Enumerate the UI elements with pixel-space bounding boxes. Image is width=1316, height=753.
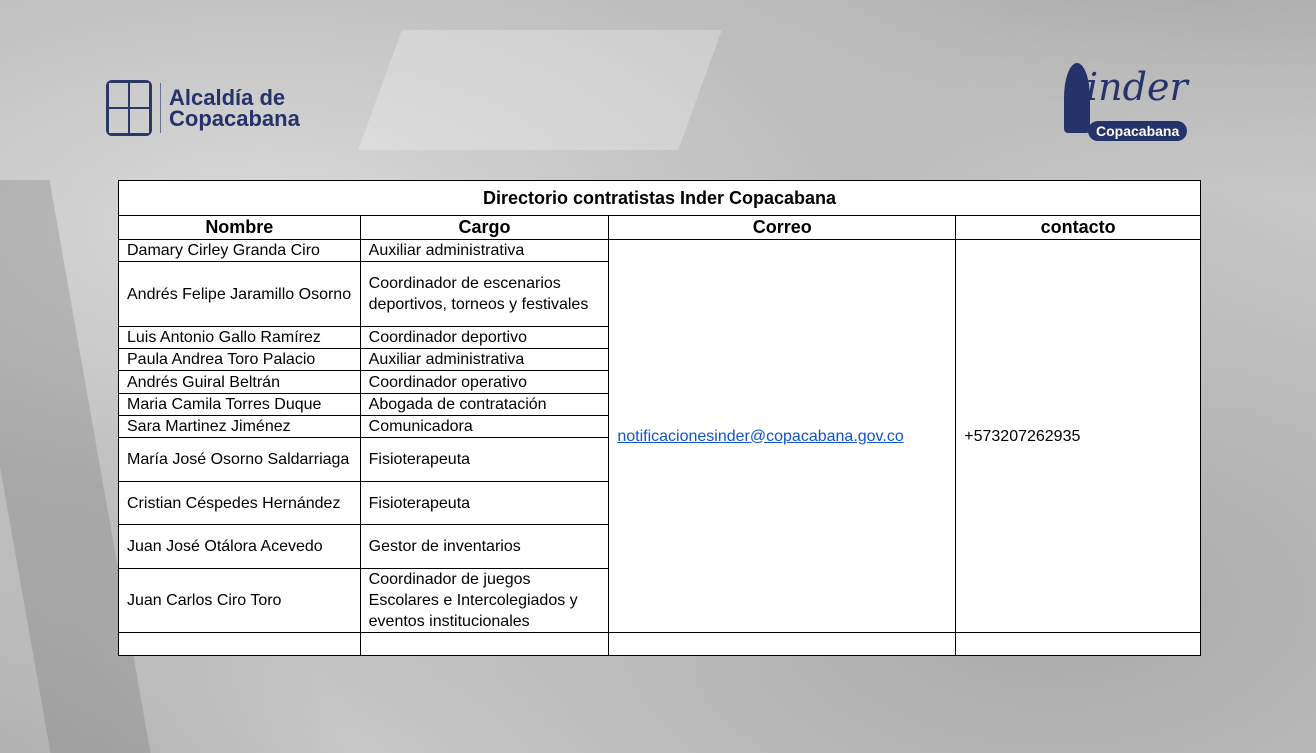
nombre-cell: Andrés Guiral Beltrán (119, 371, 361, 394)
nombre-cell: Andrés Felipe Jaramillo Osorno (119, 262, 361, 327)
email-link[interactable]: notificacionesinder@copacabana.gov.co (617, 427, 904, 445)
nombre-cell: María José Osorno Saldarriaga (119, 438, 361, 482)
col-cargo: Cargo (360, 216, 609, 240)
cargo-cell: Fisioterapeuta (360, 438, 609, 482)
nombre-cell: Paula Andrea Toro Palacio (119, 349, 361, 371)
table-row (119, 240, 1201, 262)
cargo-cell: Coordinador de juegos Escolares e Intercolegiados y eventos institucionales (360, 569, 609, 633)
nombre-cell: Juan José Otálora Acevedo (119, 525, 361, 569)
col-nombre: Nombre (119, 216, 361, 240)
col-correo: Correo (609, 216, 956, 240)
col-contacto: contacto (956, 216, 1201, 240)
background-building (358, 30, 722, 150)
contacto-cell: +573207262935 (956, 240, 1201, 633)
cargo-cell: Abogada de contratación (360, 394, 609, 416)
contractors-table (118, 180, 1201, 656)
nombre-cell: Maria Camila Torres Duque (119, 394, 361, 416)
cargo-cell: Coordinador deportivo (360, 327, 609, 349)
alcaldia-logo (106, 80, 300, 136)
cargo-cell: Auxiliar administrativa (360, 240, 609, 262)
empty-row (119, 633, 1201, 656)
cargo-cell: Coordinador de escenarios deportivos, torneos y festivales (360, 262, 609, 327)
nombre-cell: Juan Carlos Ciro Toro (119, 569, 361, 633)
cargo-cell: Comunicadora (360, 416, 609, 438)
correo-cell (609, 240, 956, 633)
inder-logo-sub: Copacabana (1088, 121, 1187, 141)
inder-logo (1058, 55, 1203, 145)
cargo-cell: Auxiliar administrativa (360, 349, 609, 371)
logo-text-line2: Copacabana (169, 106, 300, 131)
nombre-cell: Luis Antonio Gallo Ramírez (119, 327, 361, 349)
nombre-cell: Cristian Céspedes Hernández (119, 482, 361, 525)
nombre-cell: Damary Cirley Granda Ciro (119, 240, 361, 262)
cargo-cell: Fisioterapeuta (360, 482, 609, 525)
cargo-cell: Coordinador operativo (360, 371, 609, 394)
inder-logo-word: inder (1086, 65, 1188, 109)
crest-icon (106, 80, 152, 136)
nombre-cell: Sara Martinez Jiménez (119, 416, 361, 438)
table-title: Directorio contratistas Inder Copacabana (119, 181, 1201, 216)
logo-text-line1: Alcaldía de (169, 85, 286, 110)
cargo-cell: Gestor de inventarios (360, 525, 609, 569)
